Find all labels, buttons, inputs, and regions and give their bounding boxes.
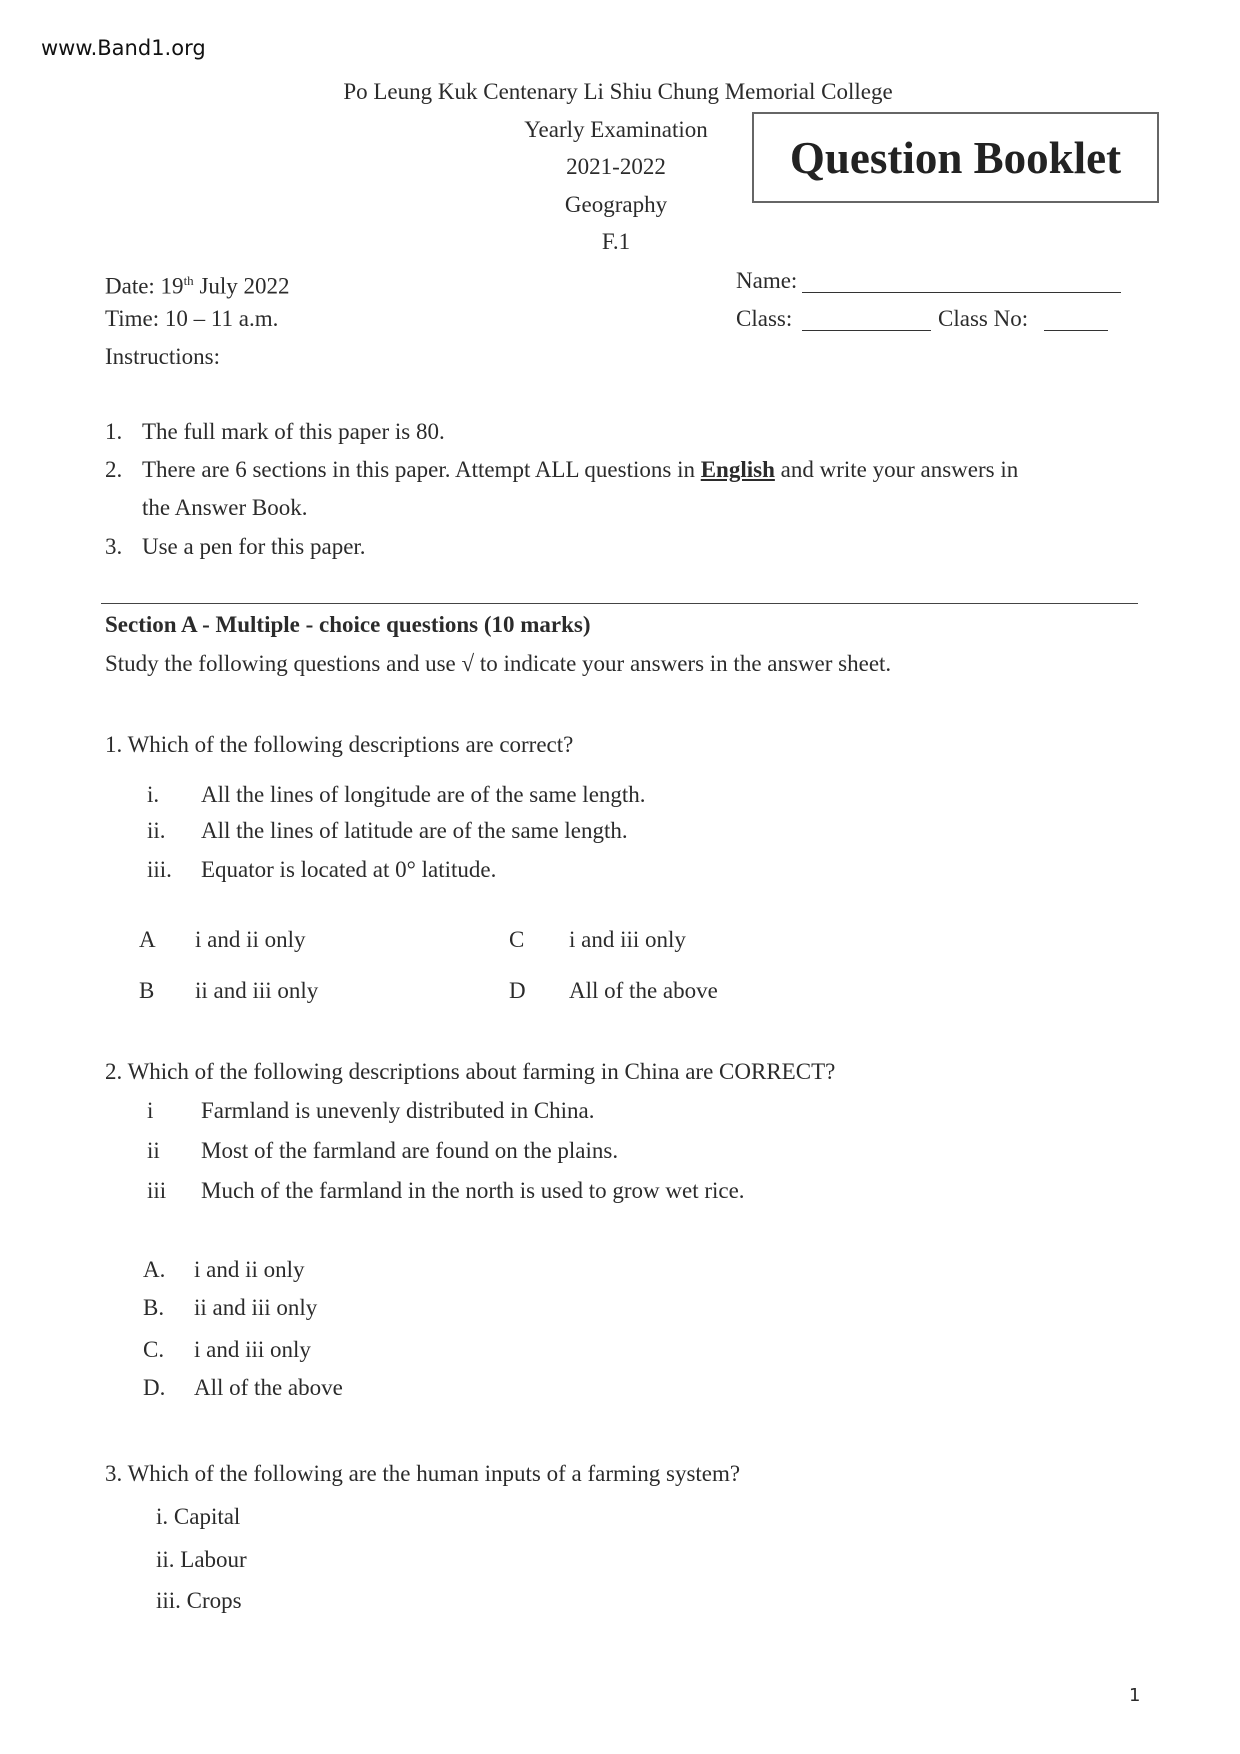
school-name: Po Leung Kuk Centenary Li Shiu Chung Memorial College	[343, 79, 893, 104]
class-no-label: Class No:	[938, 306, 1029, 331]
option-text: i and ii only	[194, 1257, 305, 1282]
item-numeral: i.	[147, 782, 160, 807]
date-sup: th	[183, 273, 194, 288]
class-no-field[interactable]	[1044, 330, 1108, 331]
booklet-title: Question Booklet	[789, 133, 1122, 183]
instruction-text	[142, 456, 1018, 484]
option-text: i and iii only	[569, 927, 686, 952]
option-letter: B.	[143, 1295, 165, 1320]
question-stem: 3. Which of the following are the human inputs of a farming system?	[105, 1461, 741, 1486]
item-numeral: iii	[147, 1178, 167, 1203]
question-stem: 2. Which of the following descriptions about farming in China are CORRECT?	[105, 1059, 836, 1084]
date-label: Date: 19	[105, 273, 184, 299]
option-text: All of the above	[194, 1375, 343, 1400]
instruction-text-part: and write your answers in	[774, 457, 1019, 482]
option-text: All of the above	[569, 978, 718, 1003]
item-text: i. Capital	[156, 1504, 241, 1529]
option-letter: C.	[143, 1337, 165, 1362]
instructions-label: Instructions:	[105, 344, 220, 369]
item-text: All the lines of latitude are of the same length.	[201, 818, 628, 843]
instruction-text: The full mark of this paper is 80.	[142, 419, 445, 444]
question-stem: 1. Which of the following descriptions are correct?	[105, 732, 574, 757]
option-letter: D.	[143, 1375, 166, 1400]
name-field[interactable]	[802, 292, 1121, 293]
section-title: Section A - Multiple - choice questions (10 marks)	[105, 612, 591, 637]
item-text: Much of the farmland in the north is used to grow wet rice.	[201, 1178, 745, 1203]
class-label: Class:	[736, 306, 793, 331]
item-numeral: i	[147, 1098, 154, 1123]
item-text: iii. Crops	[156, 1588, 242, 1613]
instruction-num: 1.	[105, 419, 123, 444]
option-letter: D	[509, 978, 526, 1003]
divider	[101, 603, 1138, 604]
item-text: All the lines of longitude are of the same length.	[201, 782, 646, 807]
instruction-num: 2.	[105, 457, 123, 482]
section-desc: Study the following questions and use √ to indicate your answers in the answer sheet.	[105, 651, 892, 676]
option-letter: C	[509, 927, 525, 952]
item-text: Farmland is unevenly distributed in China.	[201, 1098, 595, 1123]
exam-year: 2021-2022	[566, 154, 666, 179]
option-text: i and ii only	[195, 927, 306, 952]
form: F.1	[601, 229, 631, 254]
exam-time: Time: 10 – 11 a.m.	[105, 306, 279, 331]
watermark: www.Band1.org	[41, 36, 206, 60]
item-numeral: iii.	[147, 857, 172, 882]
item-text: ii. Labour	[156, 1547, 247, 1572]
option-letter: B	[139, 978, 155, 1003]
name-label: Name:	[736, 268, 798, 293]
option-text: i and iii only	[194, 1337, 311, 1362]
option-letter: A.	[143, 1257, 166, 1282]
instruction-num: 3.	[105, 534, 123, 559]
class-field[interactable]	[802, 330, 931, 331]
instruction-text-part: There are 6 sections in this paper. Attempt ALL questions in	[142, 457, 701, 482]
option-text: ii and iii only	[195, 978, 319, 1003]
instruction-emphasis: English	[700, 457, 775, 482]
subject: Geography	[564, 192, 668, 217]
date-rest: July 2022	[193, 273, 290, 299]
item-text: Most of the farmland are found on the plains.	[201, 1138, 619, 1163]
option-text: ii and iii only	[194, 1295, 318, 1320]
item-text: Equator is located at 0° latitude.	[201, 857, 497, 882]
instruction-text-cont: the Answer Book.	[142, 495, 308, 520]
exam-title: Yearly Examination	[524, 117, 708, 142]
instruction-text: Use a pen for this paper.	[142, 534, 366, 559]
item-numeral: ii.	[147, 818, 166, 843]
booklet-box	[752, 112, 1159, 203]
page-number: 1	[1129, 1685, 1141, 1706]
item-numeral: ii	[147, 1138, 160, 1163]
option-letter: A	[139, 927, 156, 952]
exam-date	[105, 267, 290, 301]
